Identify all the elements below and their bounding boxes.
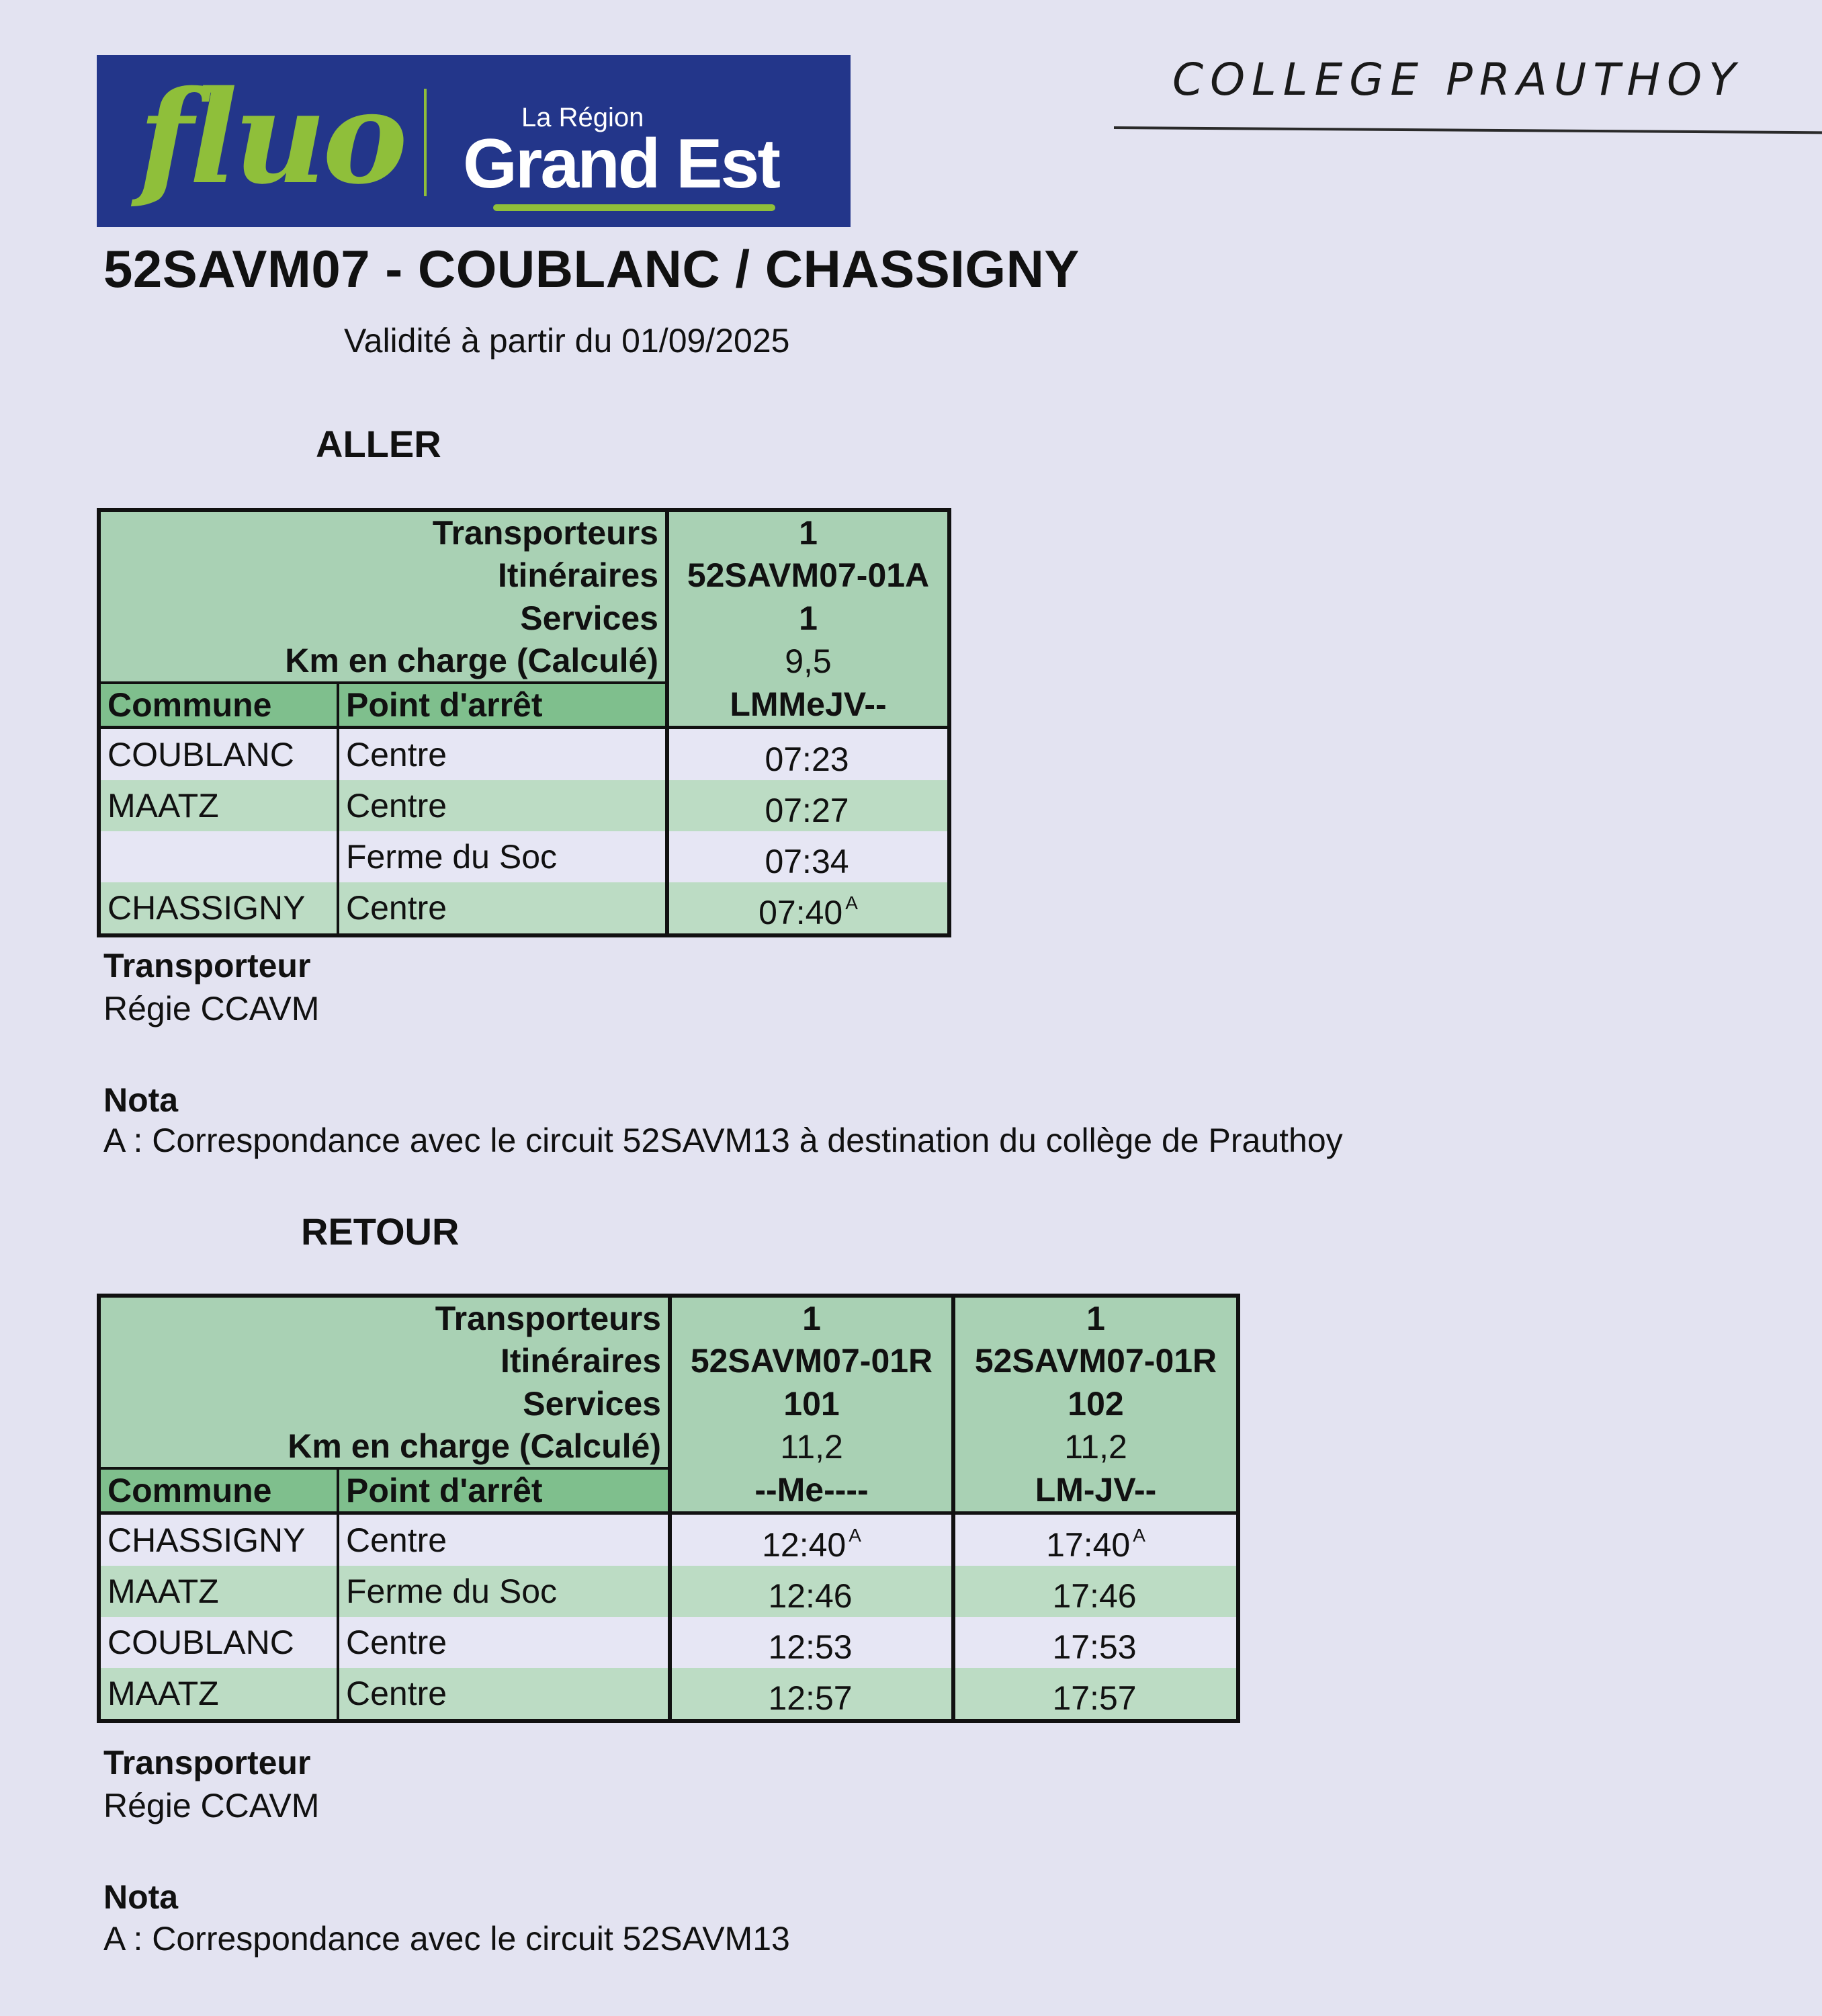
retour-table-body: [99, 1296, 1238, 1721]
cell-arret: Centre: [338, 882, 667, 935]
label-km: Km en charge (Calculé): [99, 640, 667, 683]
table-row: [99, 1668, 1238, 1721]
cell-time: [670, 1617, 953, 1668]
cell-commune: CHASSIGNY: [99, 1513, 338, 1566]
retour-transporteur-title: Transporteur: [103, 1744, 311, 1781]
aller-transporteur-title: Transporteur: [103, 947, 311, 984]
time-value: 17:57: [1052, 1679, 1137, 1717]
header-row-km: [99, 1425, 1238, 1468]
column-header-point-arret: Point d'arrêt: [338, 1468, 670, 1513]
table-row: [99, 831, 949, 882]
column-header-row: [99, 683, 949, 728]
cell-arret: Ferme du Soc: [338, 831, 667, 882]
value-service: 102: [953, 1382, 1238, 1425]
time-value: 07:40: [758, 894, 843, 931]
value-itineraire: 52SAVM07-01R: [670, 1339, 953, 1382]
time-value: 12:40: [762, 1526, 847, 1564]
cell-time: [953, 1513, 1238, 1566]
value-km: 9,5: [667, 640, 949, 683]
table-row: [99, 1617, 1238, 1668]
aller-heading: ALLER: [316, 423, 441, 465]
header-row-itineraires: [99, 554, 949, 597]
time-note-mark: A: [1133, 1525, 1145, 1546]
cell-commune: MAATZ: [99, 1668, 338, 1721]
time-value: 12:46: [768, 1577, 853, 1615]
time-value: 07:34: [765, 843, 849, 880]
retour-transporteur-name: Régie CCAVM: [103, 1787, 320, 1824]
label-services: Services: [99, 597, 667, 640]
time-value: 17:40: [1046, 1526, 1131, 1564]
cell-arret: Centre: [338, 1513, 670, 1566]
header-row-transporteurs: [99, 1296, 1238, 1339]
value-transporteur: 1: [670, 1296, 953, 1339]
retour-timetable: [97, 1294, 1240, 1723]
aller-nota-text: A : Correspondance avec le circuit 52SAVM13 à destination du collège de Prauthoy: [103, 1122, 1343, 1159]
logo-divider: [424, 89, 427, 196]
label-itineraires: Itinéraires: [99, 554, 667, 597]
cell-arret: Ferme du Soc: [338, 1566, 670, 1617]
logo-region-small: La Région: [521, 103, 644, 132]
cell-time: [670, 1668, 953, 1721]
header-row-transporteurs: [99, 510, 949, 554]
label-transporteurs: Transporteurs: [99, 510, 667, 554]
label-services: Services: [99, 1382, 670, 1425]
header-row-km: [99, 640, 949, 683]
logo-region-big: Grand Est: [463, 125, 779, 203]
validity-date: Validité à partir du 01/09/2025: [344, 322, 790, 360]
time-note-mark: A: [845, 892, 858, 913]
column-header-commune: Commune: [99, 683, 338, 728]
value-days: LM-JV--: [953, 1468, 1238, 1513]
header-row-services: [99, 597, 949, 640]
cell-time: [670, 1513, 953, 1566]
cell-time: [953, 1566, 1238, 1617]
time-value: 07:27: [765, 792, 849, 829]
cell-commune: COUBLANC: [99, 1617, 338, 1668]
retour-nota-text: A : Correspondance avec le circuit 52SAVM13: [103, 1920, 790, 1958]
retour-nota-title: Nota: [103, 1878, 179, 1916]
cell-time: [667, 882, 949, 935]
time-value: 12:53: [768, 1628, 853, 1666]
table-row: [99, 1566, 1238, 1617]
cell-arret: Centre: [338, 780, 667, 831]
cell-time: [667, 831, 949, 882]
table-row: [99, 728, 949, 781]
value-km: 11,2: [670, 1425, 953, 1468]
aller-nota-title: Nota: [103, 1081, 179, 1119]
value-itineraire: 52SAVM07-01R: [953, 1339, 1238, 1382]
cell-arret: Centre: [338, 1617, 670, 1668]
header-row-services: [99, 1382, 1238, 1425]
time-value: 17:46: [1052, 1577, 1137, 1615]
label-km: Km en charge (Calculé): [99, 1425, 670, 1468]
column-header-row: [99, 1468, 1238, 1513]
cell-time: [667, 780, 949, 831]
page-title: 52SAVM07 - COUBLANC / CHASSIGNY: [103, 239, 1080, 298]
table-row: [99, 780, 949, 831]
label-itineraires: Itinéraires: [99, 1339, 670, 1382]
aller-transporteur-name: Régie CCAVM: [103, 990, 320, 1027]
handwritten-note: COLLEGE PRAUTHOY: [1172, 54, 1743, 106]
cell-commune: MAATZ: [99, 1566, 338, 1617]
value-km: 11,2: [953, 1425, 1238, 1468]
cell-time: [670, 1566, 953, 1617]
label-transporteurs: Transporteurs: [99, 1296, 670, 1339]
cell-arret: Centre: [338, 728, 667, 781]
cell-commune: COUBLANC: [99, 728, 338, 781]
logo-fluo-wordmark: fluo: [138, 62, 404, 212]
value-days: LMMeJV--: [667, 683, 949, 728]
aller-table-body: [99, 510, 949, 935]
column-header-point-arret: Point d'arrêt: [338, 683, 667, 728]
cell-time: [667, 728, 949, 781]
time-note-mark: A: [849, 1525, 861, 1546]
value-service: 1: [667, 597, 949, 640]
value-days: --Me----: [670, 1468, 953, 1513]
aller-timetable: [97, 508, 951, 937]
cell-commune: MAATZ: [99, 780, 338, 831]
table-row: [99, 882, 949, 935]
header-row-itineraires: [99, 1339, 1238, 1382]
table-row: [99, 1513, 1238, 1566]
retour-heading: RETOUR: [301, 1210, 460, 1253]
time-value: 12:57: [768, 1679, 853, 1717]
cell-commune: CHASSIGNY: [99, 882, 338, 935]
column-header-commune: Commune: [99, 1468, 338, 1513]
cell-time: [953, 1668, 1238, 1721]
time-value: 17:53: [1052, 1628, 1137, 1666]
logo-swoosh: [493, 204, 775, 211]
time-value: 07:23: [765, 741, 849, 778]
value-transporteur: 1: [953, 1296, 1238, 1339]
cell-commune: [99, 831, 338, 882]
cell-time: [953, 1617, 1238, 1668]
value-service: 101: [670, 1382, 953, 1425]
value-transporteur: 1: [667, 510, 949, 554]
fluo-grand-est-logo: [97, 55, 851, 227]
cell-arret: Centre: [338, 1668, 670, 1721]
handwritten-underline: [1114, 126, 1822, 134]
value-itineraire: 52SAVM07-01A: [667, 554, 949, 597]
